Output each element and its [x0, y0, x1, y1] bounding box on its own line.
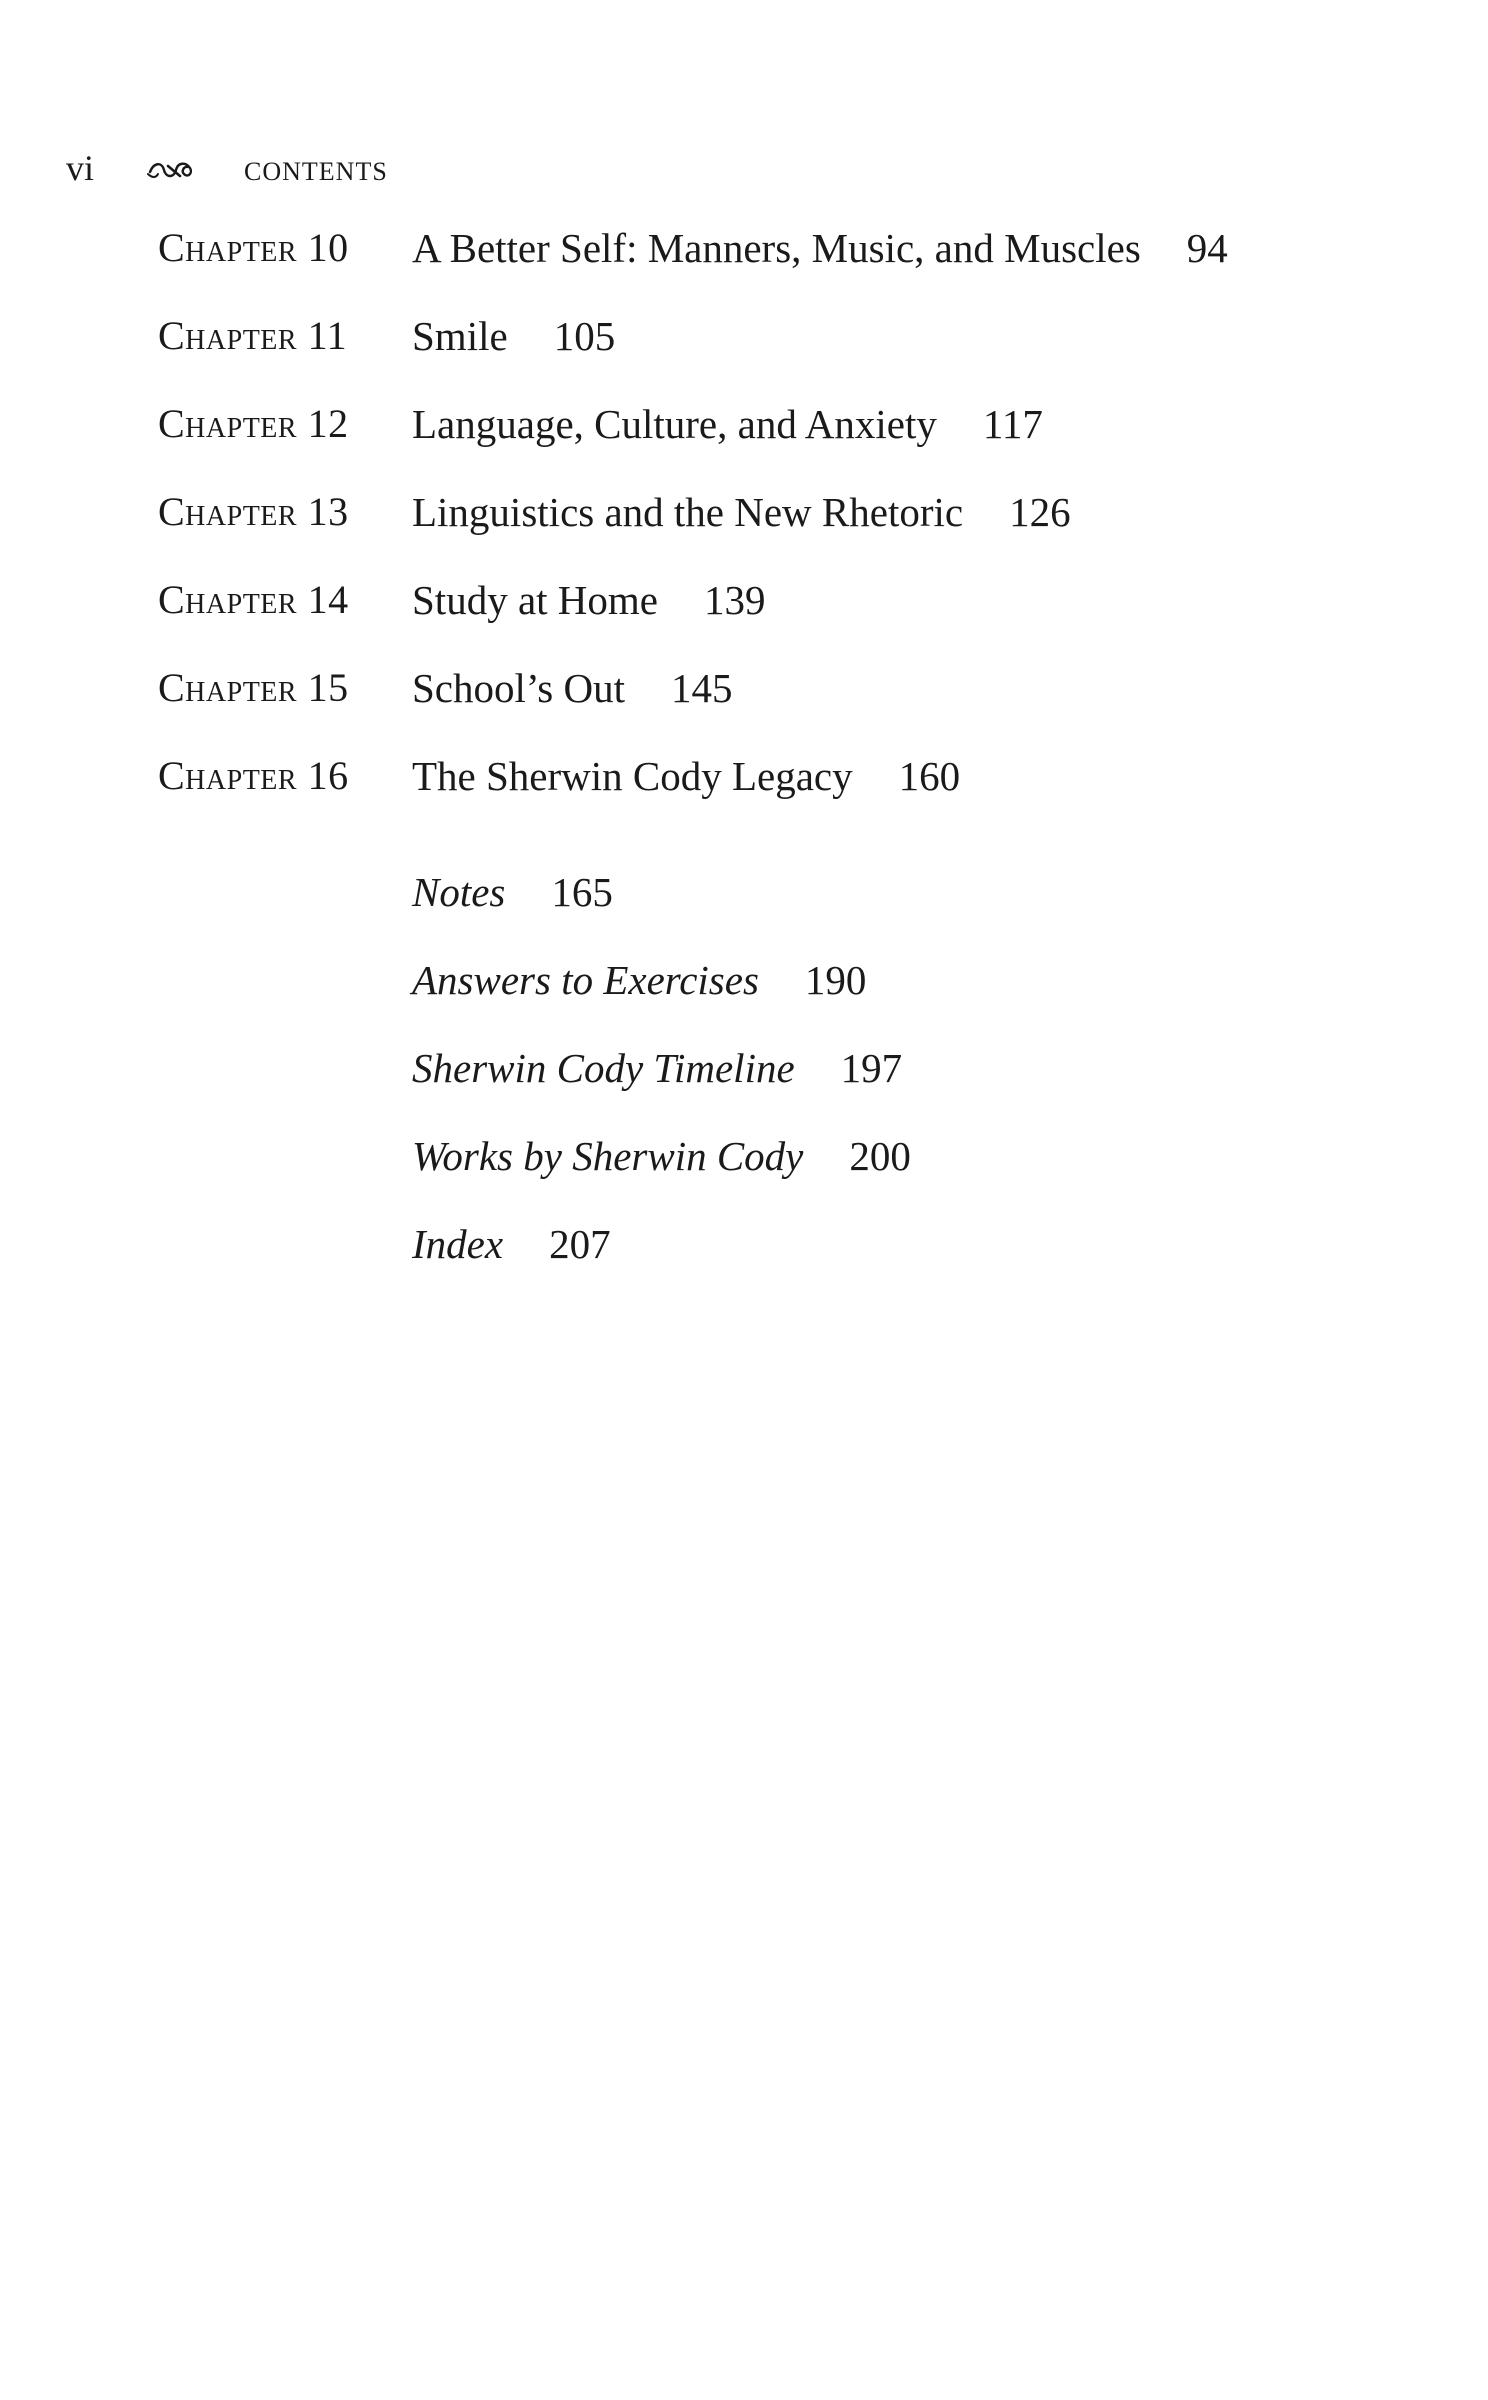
- chapter-label: Chapter 12: [158, 401, 349, 446]
- chapter-title-row: [412, 306, 615, 366]
- toc-entry-chapter-14[interactable]: [0, 570, 1488, 630]
- back-matter-title: Works by Sherwin Cody: [412, 1133, 804, 1179]
- chapter-title-row: [412, 218, 1228, 278]
- back-matter-title: Index: [412, 1221, 504, 1267]
- chapter-title: The Sherwin Cody Legacy: [412, 753, 853, 799]
- chapter-title: Language, Culture, and Anxiety: [412, 401, 937, 447]
- toc-entry-index[interactable]: [412, 1214, 611, 1274]
- back-matter-title: Notes: [412, 869, 506, 915]
- chapter-title: Linguistics and the New Rhetoric: [412, 489, 964, 535]
- toc-entry-chapter-15[interactable]: [0, 658, 1488, 718]
- page-number: 139: [703, 577, 766, 623]
- flourish-icon: [146, 158, 198, 182]
- toc-entry-chapter-11[interactable]: [0, 306, 1488, 366]
- page-folio: vi: [66, 148, 95, 188]
- page-number: 190: [804, 957, 867, 1003]
- toc-entry-chapter-13[interactable]: [0, 482, 1488, 542]
- chapter-title-row: [412, 394, 1043, 454]
- toc-entry-chapter-10[interactable]: [0, 218, 1488, 278]
- page-number: 197: [840, 1045, 903, 1091]
- toc-entry-answers[interactable]: [412, 950, 866, 1010]
- page-number: 145: [671, 665, 733, 711]
- page-number: 207: [549, 1221, 611, 1267]
- chapter-title: Study at Home: [412, 577, 658, 623]
- page-number: 160: [898, 753, 961, 799]
- back-matter-title: Sherwin Cody Timeline: [412, 1045, 795, 1091]
- toc-entry-chapter-12[interactable]: [0, 394, 1488, 454]
- toc-entry-notes[interactable]: [412, 862, 613, 922]
- chapter-label: Chapter 10: [158, 225, 349, 270]
- chapter-title: Smile: [412, 313, 508, 359]
- page-number: 117: [982, 401, 1043, 447]
- chapter-label: Chapter 13: [158, 489, 349, 534]
- chapter-title-row: [412, 570, 765, 630]
- chapter-label: Chapter 11: [158, 313, 348, 358]
- page-number: 200: [849, 1133, 911, 1179]
- back-matter-title: Answers to Exercises: [412, 957, 759, 1003]
- chapter-title-row: [412, 746, 960, 806]
- running-head: [66, 150, 388, 190]
- chapter-label: Chapter 14: [158, 577, 349, 622]
- toc-entry-works[interactable]: [412, 1126, 911, 1186]
- page-number: 165: [551, 869, 613, 915]
- chapter-label: Chapter 16: [158, 753, 349, 798]
- page-number: 94: [1186, 225, 1228, 271]
- chapter-label: Chapter 15: [158, 665, 349, 710]
- page-number: 105: [553, 313, 616, 359]
- chapter-title-row: [412, 482, 1071, 542]
- chapter-title-row: [412, 658, 733, 718]
- page-number: 126: [1009, 489, 1071, 535]
- running-title: CONTENTS: [244, 157, 388, 186]
- chapter-title: A Better Self: Manners, Music, and Muscles: [412, 225, 1141, 271]
- toc-entry-timeline[interactable]: [412, 1038, 902, 1098]
- toc-entry-chapter-16[interactable]: [0, 746, 1488, 806]
- chapter-title: School’s Out: [412, 665, 625, 711]
